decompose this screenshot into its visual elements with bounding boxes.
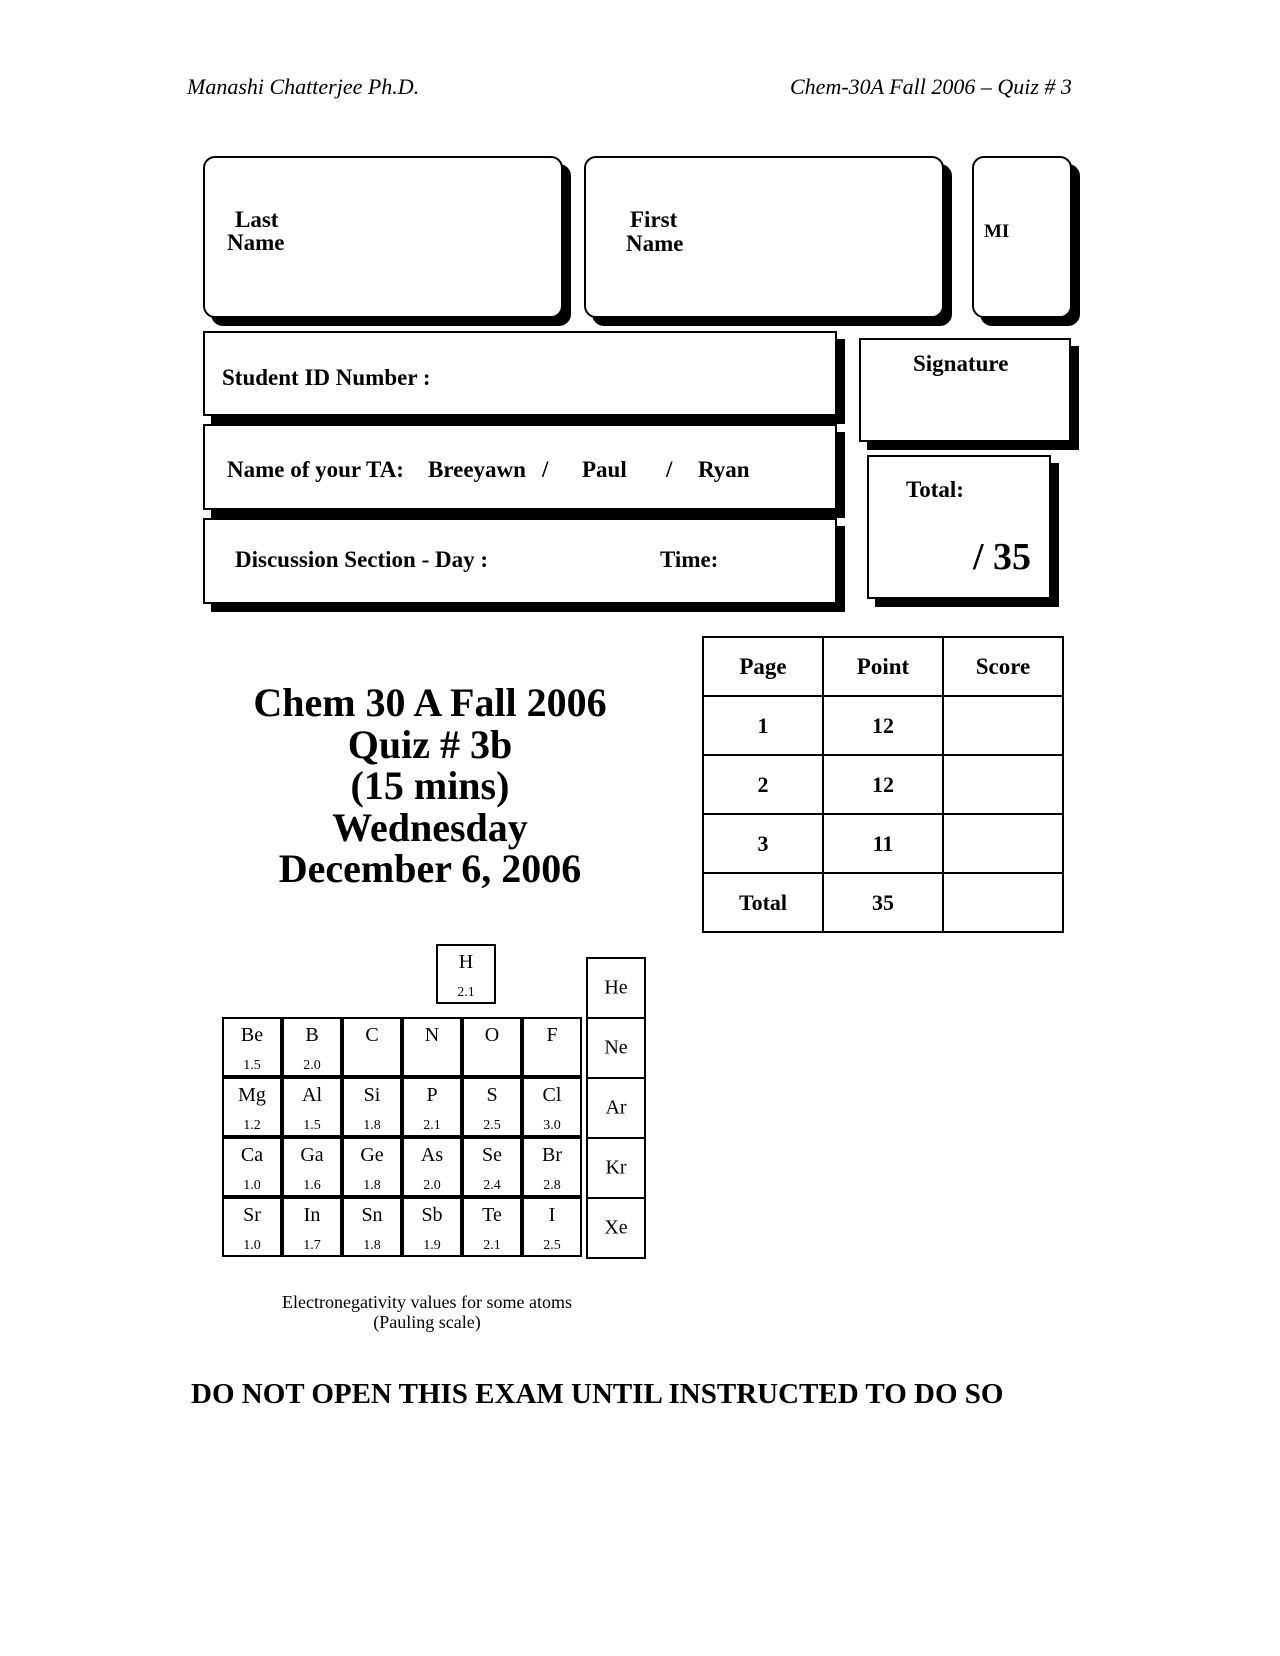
- element-symbol: H: [458, 951, 474, 973]
- element-cell: [462, 1017, 522, 1077]
- ta-option-ryan[interactable]: Ryan: [698, 457, 750, 482]
- element-cell: [402, 1017, 462, 1077]
- element-cell: [462, 1197, 522, 1257]
- header-point: Point: [823, 637, 943, 696]
- element-en: 1.5: [243, 1058, 261, 1073]
- element-symbol: S: [486, 1084, 498, 1106]
- element-symbol: Sb: [421, 1204, 443, 1226]
- table-row: [703, 814, 1063, 873]
- element-cell: [282, 1077, 342, 1137]
- title-line: Chem 30 A Fall 2006: [253, 680, 607, 725]
- ta-label: Name of your TA:: [227, 457, 404, 482]
- element-en: 2.1: [423, 1118, 441, 1133]
- total-label: Total:: [906, 477, 964, 502]
- row-page: Total: [703, 873, 823, 932]
- element-symbol: As: [420, 1144, 444, 1166]
- signature-label: Signature: [913, 351, 1009, 376]
- element-en: 1.8: [363, 1178, 381, 1193]
- element-cell: [342, 1077, 402, 1137]
- quiz-title: [190, 682, 670, 890]
- element-cell: [282, 1017, 342, 1077]
- row-score[interactable]: [943, 873, 1063, 932]
- element-symbol: Ne: [604, 1036, 628, 1059]
- title-line: December 6, 2006: [278, 846, 582, 891]
- element-symbol: Cl: [542, 1084, 562, 1106]
- discussion-day-label: Discussion Section - Day :: [235, 547, 489, 572]
- ta-option-paul[interactable]: Paul: [582, 457, 627, 482]
- element-cell-h: [436, 944, 496, 1004]
- row-score[interactable]: [943, 814, 1063, 873]
- table-row: [703, 755, 1063, 814]
- element-en: 1.2: [243, 1118, 261, 1133]
- discussion-field[interactable]: [203, 518, 837, 604]
- element-symbol: Se: [482, 1144, 502, 1166]
- first-name-field[interactable]: [584, 156, 944, 318]
- first-name-label: First: [630, 207, 678, 232]
- element-symbol: Sn: [361, 1204, 383, 1226]
- ta-separator: /: [666, 457, 673, 482]
- discussion-time-label: Time:: [660, 547, 719, 572]
- element-symbol: Ca: [240, 1144, 264, 1166]
- element-symbol: In: [303, 1204, 321, 1226]
- element-en: 1.8: [363, 1118, 381, 1133]
- element-cell: [402, 1137, 462, 1197]
- element-cell: [282, 1197, 342, 1257]
- element-en: 3.0: [543, 1118, 561, 1133]
- row-point: 35: [823, 873, 943, 932]
- student-id-label: Student ID Number :: [222, 365, 431, 390]
- element-cell: [222, 1197, 282, 1257]
- element-symbol: Al: [302, 1084, 322, 1106]
- last-name-label: Last: [235, 207, 279, 232]
- element-en: 1.9: [423, 1238, 441, 1253]
- element-symbol: C: [365, 1024, 379, 1046]
- element-symbol: Xe: [604, 1216, 628, 1239]
- element-symbol: Mg: [238, 1084, 266, 1106]
- element-en: 1.0: [243, 1178, 261, 1193]
- table-header-row: [703, 637, 1063, 696]
- exam-warning: DO NOT OPEN THIS EXAM UNTIL INSTRUCTED TO DO SO: [191, 1378, 1004, 1410]
- caption-line: (Pauling scale): [373, 1312, 481, 1332]
- element-cell: [462, 1077, 522, 1137]
- signature-field[interactable]: [859, 338, 1071, 442]
- row-score[interactable]: [943, 696, 1063, 755]
- author-header: Manashi Chatterjee Ph.D.: [187, 74, 420, 99]
- element-symbol: Ge: [360, 1144, 384, 1166]
- row-score[interactable]: [943, 755, 1063, 814]
- element-cell: [402, 1077, 462, 1137]
- last-name-label-line2: Name: [227, 230, 285, 255]
- first-name-label-line2: Name: [626, 231, 684, 256]
- element-cell: [522, 1137, 582, 1197]
- element-cell: [222, 1077, 282, 1137]
- row-point: 12: [823, 696, 943, 755]
- row-page: 1: [703, 696, 823, 755]
- element-en: 2.0: [423, 1178, 441, 1193]
- row-point: 11: [823, 814, 943, 873]
- title-line: Quiz # 3b: [347, 721, 513, 767]
- element-cell: [222, 1137, 282, 1197]
- element-symbol: B: [305, 1024, 319, 1046]
- element-cell: [222, 1017, 282, 1077]
- element-cell: [282, 1137, 342, 1197]
- element-symbol: Ar: [605, 1096, 627, 1119]
- table-caption: [222, 1292, 632, 1332]
- element-en: 1.8: [363, 1238, 381, 1253]
- row-page: 2: [703, 755, 823, 814]
- element-en: 1.5: [303, 1118, 321, 1133]
- table-row: [703, 696, 1063, 755]
- element-en: 2.4: [483, 1178, 501, 1193]
- element-en: 2.1: [457, 985, 475, 1000]
- ta-separator: /: [542, 457, 549, 482]
- element-symbol: Br: [542, 1144, 562, 1166]
- element-symbol: Kr: [605, 1156, 627, 1179]
- caption-line: Electronegativity values for some atoms: [282, 1292, 572, 1312]
- element-symbol: N: [424, 1024, 440, 1046]
- element-symbol: O: [484, 1024, 500, 1046]
- course-header: Chem-30A Fall 2006 – Quiz # 3: [790, 74, 1072, 99]
- element-symbol: Si: [363, 1084, 381, 1106]
- element-cell-ne: [586, 1017, 646, 1079]
- header-page: Page: [703, 637, 823, 696]
- header-score: Score: [943, 637, 1063, 696]
- element-en: 1.6: [303, 1178, 321, 1193]
- student-id-field[interactable]: [203, 331, 837, 416]
- element-en: 2.5: [483, 1118, 501, 1133]
- table-row: [703, 873, 1063, 932]
- row-point: 12: [823, 755, 943, 814]
- element-cell-xe: [586, 1197, 646, 1259]
- element-en: 2.0: [303, 1058, 321, 1073]
- element-symbol: Sr: [243, 1204, 261, 1226]
- element-symbol: F: [546, 1024, 558, 1046]
- element-en: 2.8: [543, 1178, 561, 1193]
- ta-option-breeyawn[interactable]: Breeyawn: [428, 457, 526, 482]
- element-cell: [462, 1137, 522, 1197]
- element-cell: [402, 1197, 462, 1257]
- element-en: 2.5: [543, 1238, 561, 1253]
- element-cell: [522, 1197, 582, 1257]
- element-en: 1.0: [243, 1238, 261, 1253]
- element-symbol: Ga: [300, 1144, 324, 1166]
- title-line: (15 mins): [350, 763, 510, 808]
- element-symbol: P: [426, 1084, 438, 1106]
- element-cell: [522, 1077, 582, 1137]
- element-symbol: I: [548, 1204, 556, 1226]
- element-symbol: Te: [482, 1204, 502, 1226]
- element-cell-kr: [586, 1137, 646, 1199]
- mi-label: MI: [984, 221, 1010, 242]
- mi-field[interactable]: [972, 156, 1072, 318]
- total-box: [867, 455, 1051, 599]
- total-value: / 35: [972, 536, 1031, 578]
- last-name-field[interactable]: [203, 156, 563, 318]
- element-en: 2.1: [483, 1238, 501, 1253]
- element-cell: [342, 1137, 402, 1197]
- element-symbol: He: [604, 976, 628, 999]
- element-cell-ar: [586, 1077, 646, 1139]
- element-cell: [522, 1017, 582, 1077]
- element-en: 1.7: [303, 1238, 321, 1253]
- element-cell: [342, 1197, 402, 1257]
- element-cell-he: [586, 957, 646, 1019]
- row-page: 3: [703, 814, 823, 873]
- element-symbol: Be: [240, 1024, 264, 1046]
- score-table: [702, 636, 1064, 933]
- element-cell: [342, 1017, 402, 1077]
- title-line: Wednesday: [332, 804, 528, 850]
- ta-field[interactable]: [203, 424, 837, 510]
